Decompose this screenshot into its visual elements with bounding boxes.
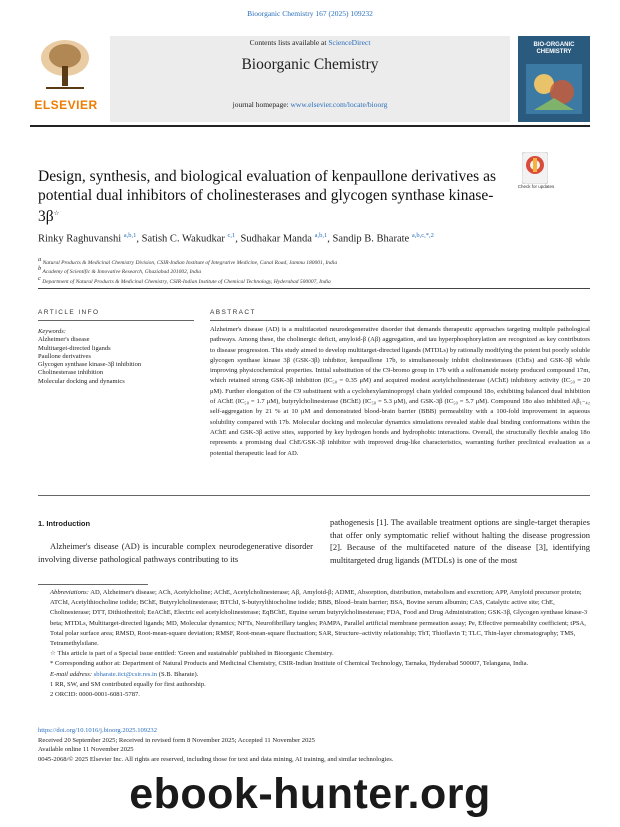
email-link[interactable]: sbharate.iict@csir.res.in <box>93 670 158 678</box>
keyword: Cholinesterase inhibition <box>38 369 104 377</box>
keyword: Multitarget-directed ligands <box>38 344 111 352</box>
email-label: E-mail address: <box>50 670 94 678</box>
sciencedirect-link[interactable]: ScienceDirect <box>328 38 371 47</box>
homepage-line <box>110 100 510 109</box>
affiliation <box>38 265 598 275</box>
abstract-bottom-divider <box>38 495 590 496</box>
article-info-heading: ARTICLE INFO <box>38 309 100 316</box>
article-info-divider <box>38 320 194 321</box>
introduction-right-column: pathogenesis [1]. The available treatment options are single-target therapies that offer only symptomatic relief without halting the disease progression [2]. Because of the multifaceted nature of the disease [3], identifying multitargeted drug ligands (MTDLs) is one of the most <box>330 517 590 565</box>
author-affiliation-marks[interactable]: a,b,1 <box>314 232 328 239</box>
footnote-mark-1: 1 <box>50 680 55 688</box>
journal-header <box>30 26 590 122</box>
abbreviations-note <box>38 588 590 649</box>
contents-line <box>110 38 510 47</box>
keyword: Molecular docking and dynamics <box>38 377 125 385</box>
copyright: 0045-2068/© 2025 Elsevier Inc. All rights are reserved, including those for text and data mining, AI training, and similar technologies. <box>38 755 394 763</box>
affiliation <box>38 275 598 285</box>
introduction-left-column: Alzheimer's disease (AD) is incurable complex neurodegenerative disorder involving diverse pathological pathways contributing to its <box>38 541 313 564</box>
affiliation-mark: a <box>38 256 42 263</box>
author-name[interactable]: Satish C. Wakudkar <box>141 233 225 245</box>
author-name[interactable]: Sandip B. Bharate <box>332 233 410 245</box>
abstract-heading: ABSTRACT <box>210 309 256 316</box>
elsevier-wordmark: ELSEVIER <box>34 98 98 112</box>
author-name[interactable]: Rinky Raghuvanshi <box>38 233 122 245</box>
orcid-text: ORCID: 0000-0001-6081-5787. <box>54 691 140 699</box>
orcid-note <box>38 690 590 700</box>
equal-contribution-text: RR, SW, and SM contributed equally for first authorship. <box>54 680 206 688</box>
email-suffix: (S.B. Bharate). <box>157 670 199 678</box>
affiliation-divider <box>38 288 590 289</box>
affiliation-text: Natural Products & Medicinal Chemistry Division, CSIR-Indian Institute of Integrative Medicine, Canal Road, Jammu 180001, India <box>42 259 338 266</box>
corresponding-author-note <box>38 659 590 669</box>
keyword: Paullone derivatives <box>38 352 91 360</box>
elsevier-logo[interactable] <box>30 34 102 130</box>
cover-art-icon <box>526 64 582 114</box>
article-title <box>38 168 508 227</box>
affiliation-mark: b <box>38 265 42 272</box>
homepage-link[interactable]: www.elsevier.com/locate/bioorg <box>290 100 388 109</box>
journal-cover-image[interactable] <box>518 36 590 122</box>
keywords-heading: Keywords: <box>38 328 66 335</box>
check-for-updates-label[interactable]: Check for updates <box>517 184 555 189</box>
author-affiliation-marks[interactable]: c,1 <box>227 232 236 239</box>
journal-title: Bioorganic Chemistry <box>241 56 379 73</box>
abbreviations-label: Abbreviations: <box>50 589 89 596</box>
author-list: Rinky Raghuvanshi $^{a,b,1}$, Satish C. Wakudkar $^{c,1}$, Sudhakar Manda $^{a,b,1}$, Sandip B. Bharate $^{a,b,c,*,2}$ <box>38 232 434 245</box>
received-dates: Received 20 September 2025; Received in revised form 8 November 2025; Accepted 11 November 2025 <box>38 736 315 744</box>
keywords-list <box>38 328 198 386</box>
affiliation-mark: c <box>38 275 41 282</box>
keyword: Alzheimer's disease <box>38 336 90 344</box>
footnote-mark-2: 2 <box>50 691 55 699</box>
abstract-text: Alzheimer's disease (AD) is a multifaceted neurodegenerative disorder that demands therapeutic approaches targeting multiple pathological pathways. Among these, the cholinergic deficit, amyloid-β (Aβ) aggregation, and tau hyperphosphorylation are recognized as key contributors to disease progression. This study aimed to develop multitarget-directed ligands (MTDLs) by rationally modifying the potent but poorly soluble glycogen synthase kinase 3β (GSK-3β) inhibitor, kenpaullone 17b, to simultaneously inhibit cholinesterases (ChEs) and GSK-3β while improving physicochemical properties. Initial substitution of the C9-bromo group in 17b with a sulfonamide moiety produced compound 17m, which retained strong GSK-3β inhibition (IC₅₀ = 0.35 μM) and acquired modest acetylcholinesterase (AChE) inhibitory activity (IC₅₀ = 20 μM). Further elongation of the C9 substituent with a cyclohexylaminopropyl chain yielded compound 18o, exhibiting balanced dual inhibition of AChE (IC₅₀ = 1.7 μM), butyrylcholinesterase (BChE) (IC₅₀ = 5.3 μM), and GSK-3β (IC₅₀ = 5.7 μM). Compound 18o also inhibited Aβ₁₋₄₂ self-aggregation by 21 % at 10 μM and demonstrated blood-brain barrier (BBB) permeability with a 100-fold improvement in aqueous solubility compared with 17b. Molecular docking and molecular dynamics simulations revealed stable dual binding conformations within the AChE and GSK-3β active sites, supported by key hydrogen bonds and hydrophobic interactions. Overall, the structurally flexible analog 18o represents a promising dual ChE/GSK-3β inhibitor with improved drug-like characteristics, warranting further preclinical evaluation as a potential therapeutic lead for AD. <box>210 326 590 457</box>
affiliation-text: Department of Natural Products & Medicinal Chemistry, CSIR-Indian Institute of Chemical Technology, Hyderabad 500007, India <box>42 278 331 285</box>
author-affiliation-marks[interactable]: a,b,1 <box>123 232 137 239</box>
author-affiliation-marks[interactable]: a,b,c,*,2 <box>411 232 434 239</box>
asterisk-mark: * <box>50 660 55 668</box>
author-name[interactable]: Sudhakar Manda <box>240 233 312 245</box>
equal-contribution-note <box>38 680 590 690</box>
check-for-updates-icon[interactable] <box>522 152 548 184</box>
article-title-text: Design, synthesis, and biological evaluation of kenpaullone derivatives as potential dual inhibitors of cholinesterases and glycogen synthase kinase-3β <box>38 168 496 226</box>
title-footnote-mark[interactable]: ☆ <box>53 210 60 217</box>
abstract-divider <box>210 320 590 321</box>
publication-info <box>38 726 590 764</box>
available-online: Available online 11 November 2025 <box>38 746 134 754</box>
keyword: Glycogen synthase kinase-3β inhibition <box>38 361 142 369</box>
email-note <box>38 670 590 680</box>
contents-prefix: Contents lists available at <box>249 38 329 47</box>
affiliation-text: Academy of Scientific & Innovative Research, Ghaziabad 201002, India <box>42 268 202 275</box>
header-divider <box>30 125 590 127</box>
homepage-prefix: journal homepage: <box>232 100 291 109</box>
doi-link[interactable]: https://doi.org/10.1016/j.bioorg.2025.109232 <box>38 727 157 734</box>
footnote-divider <box>38 584 148 585</box>
watermark: ebook-hunter.org <box>129 770 491 818</box>
footnotes <box>38 588 590 700</box>
elsevier-tree-icon <box>36 36 94 92</box>
star-mark: ☆ <box>50 650 58 658</box>
abbreviations-text: AD, Alzheimer's disease; ACh, Acetylcholine; AChE, Acetylcholinesterase; Aβ, Amyloid-β; ADME, Absorption, distribution, metabolism and excretion; APP, Amyloid precursor protein; ATChI, Acetylthiocholine iodide; BChE, Butyrylcholinesterase; BTChI, S-butyrylthiocholine iodide; BBB, Blood–brain barrier; BSA, Bovine serum albumin; CAS, Catalytic active site; ChE, Cholinesterase; DTT, Dithiothreitol; EeAChE, Electric eel acetylcholinesterase; EqBChE, Equine serum butyrylcholinesterase; FDA, Food and Drug Administration; GSK-3β, Glycogen synthase kinase-3 beta; MTDLs, Multitarget-directed ligands; MD, Molecular dynamics; NFTs, Neurofibrillary tangles; PAMPA, Parallel artificial membrane permeation assay; Pe, Effective permeability coefficient; tPSA, Total polar surface area; RMSD, Root-mean-square deviation; RMSF, Root-mean-square fluctuation; SAR, Structure–activity relationship; ThT, Thioflavin T; TLC, Thin-layer chromatography; TMS, Tetramethylsilane. <box>50 589 588 648</box>
special-issue-note <box>38 649 590 659</box>
journal-reference[interactable]: Bioorganic Chemistry 167 (2025) 109232 <box>247 9 373 18</box>
special-issue-text: This article is part of a Special issue entitled: 'Green and sustainable' published in Bioorganic Chemistry. <box>57 650 334 658</box>
journal-info-box <box>110 36 510 122</box>
cover-title: BIO-ORGANIC CHEMISTRY <box>533 42 575 55</box>
corresponding-author-text: Corresponding author at: Department of Natural Products and Medicinal Chemistry, CSIR-Indian Institute of Chemical Technology, Tarnaka, Hyderabad 500007, Telangana, India. <box>54 660 529 668</box>
introduction-heading: 1. Introduction <box>38 519 91 528</box>
